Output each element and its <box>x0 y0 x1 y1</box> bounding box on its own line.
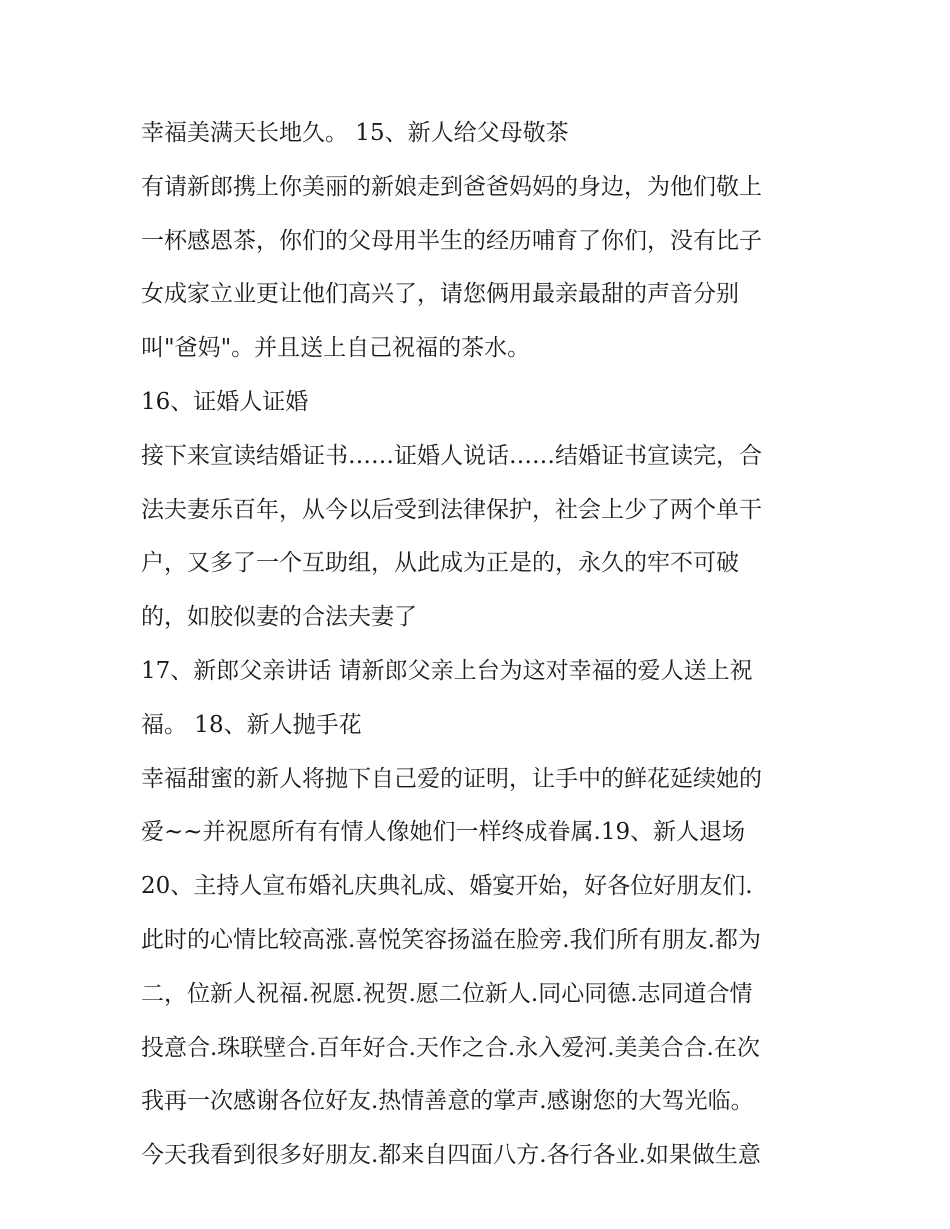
text-line: 一杯感恩茶，你们的父母用半生的经历哺育了你们，没有比子 <box>141 227 762 254</box>
text-line: 幸福美满天长地久。 15、新人给父母敬茶 <box>141 120 569 146</box>
document-body <box>141 107 821 1183</box>
text-line: 有请新郎携上你美丽的新娘走到爸爸妈妈的身边，为他们敬上 <box>141 173 762 200</box>
text-line: 的，如胶似妻的合法夫妻了 <box>141 604 417 631</box>
text-line: 福。 18、新人抛手花 <box>141 711 362 738</box>
text-line: 我再一次感谢各位好友.热情善意的掌声.感谢您的大驾光临。 <box>141 1088 754 1115</box>
text-line: 17、新郎父亲讲话 请新郎父亲上台为这对幸福的爱人送上祝 <box>141 657 753 684</box>
section-heading: 16、证婚人证婚 <box>141 388 309 415</box>
text-line: 幸福甜蜜的新人将抛下自己爱的证明，让手中的鲜花延续她的 <box>141 765 762 792</box>
text-line: 投意合.珠联壁合.百年好合.天作之合.永入爱河.美美合合.在次 <box>141 1034 760 1061</box>
text-line: 女成家立业更让他们高兴了，请您俩用最亲最甜的声音分别 <box>141 281 739 308</box>
text-line: 户，又多了一个互助组，从此成为正是的，永久的牢不可破 <box>141 550 739 577</box>
text-line: 爱~~并祝愿所有有情人像她们一样终成眷属.19、新人退场 <box>141 819 746 846</box>
text-line: 此时的心情比较高涨.喜悦笑容扬溢在脸旁.我们所有朋友.都为 <box>141 926 761 953</box>
text-line: 二，位新人祝福.祝愿.祝贺.愿二位新人.同心同德.志同道合情 <box>141 980 753 1007</box>
text-line: 20、主持人宣布婚礼庆典礼成、婚宴开始，好各位好朋友们. <box>141 873 753 900</box>
text-line: 接下来宣读结婚证书……证婚人说话……结婚证书宣读完，合 <box>141 442 762 469</box>
text-line: 法夫妻乐百年，从今以后受到法律保护，社会上少了两个单干 <box>141 496 762 523</box>
text-line: 今天我看到很多好朋友.都来自四面八方.各行各业.如果做生意 <box>141 1142 761 1169</box>
text-line: 叫"爸妈"。并且送上自己祝福的茶水。 <box>141 335 531 362</box>
